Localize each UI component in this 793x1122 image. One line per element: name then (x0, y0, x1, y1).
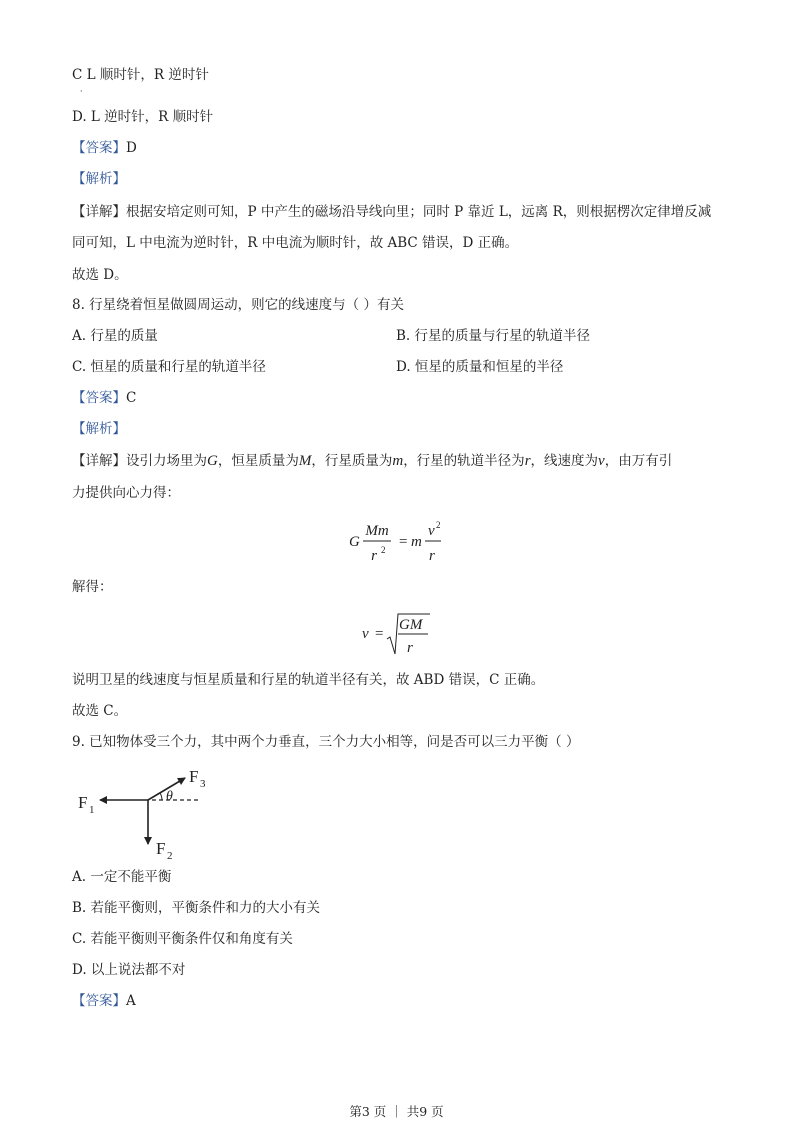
q8-detail-text: ，恒星质量为 (217, 453, 299, 469)
q8-solve-label: 解得： (72, 579, 113, 595)
q8-detail-text: ，行星的轨道半径为 (403, 453, 525, 469)
q8-detail-text: 设引力场里为 (126, 453, 207, 469)
detail-tag: 【详解】 (72, 204, 126, 220)
q8-conclusion: 故选 C。 (72, 703, 128, 719)
label-f3: F (189, 767, 199, 786)
label-f2-subscript: 2 (167, 850, 173, 862)
eq1-m: m (411, 534, 422, 550)
eq1-numerator-mm: Mm (365, 523, 389, 539)
q8-detail-text: ，行星质量为 (311, 453, 393, 469)
q9-stem: 9. 已知物体受三个力，其中两个力垂直，三个力大小相等，问是否可以三力平衡（ ） (72, 734, 580, 750)
eq1-denominator-r-right: r (429, 548, 435, 564)
eq1-numerator-exp: 2 (436, 520, 441, 530)
answer-line (72, 139, 137, 157)
eq2-denominator: r (407, 640, 413, 656)
angle-arc (160, 793, 162, 800)
label-f2: F (156, 839, 166, 858)
symbol-v: v (598, 453, 605, 469)
eq1-denominator-r: r (371, 548, 377, 564)
q8-option-b: B. 行星的质量与行星的轨道半径 (396, 328, 591, 344)
eq1-denominator-exp: 2 (381, 545, 386, 555)
option-d: D. L 逆时针，R 顺时针 (72, 109, 214, 125)
force-diagram (72, 762, 232, 862)
q8-explanation: 说明卫星的线速度与恒星质量和行星的轨道半径有关，故 ABD 错误，C 正确。 (72, 672, 545, 688)
q8-analysis-tag: 【解析】 (72, 421, 126, 437)
answer-tag: 【答案】 (72, 140, 126, 156)
label-theta: θ (166, 789, 173, 804)
q8-answer-line (72, 389, 136, 407)
q9-option-b: B. 若能平衡则，平衡条件和力的大小有关 (72, 900, 321, 916)
label-f3-subscript: 3 (200, 778, 206, 790)
equation-velocity (358, 608, 438, 658)
q8-option-a: A. 行星的质量 (72, 328, 158, 344)
stray-dot: · (80, 87, 83, 96)
q8-answer-value: C (126, 390, 137, 406)
symbol-small-m: m (392, 453, 404, 469)
eq2-equals: = (375, 626, 384, 642)
q9-answer-value: A (126, 993, 136, 1009)
option-c: C L 顺时针，R 逆时针 (72, 67, 209, 83)
q9-option-c: C. 若能平衡则平衡条件仅和角度有关 (72, 931, 293, 947)
conclusion: 故选 D。 (72, 267, 128, 283)
q8-answer-tag: 【答案】 (72, 390, 126, 406)
q9-option-a: A. 一定不能平衡 (72, 869, 172, 885)
symbol-g: G (207, 453, 218, 469)
detail-text-1: 根据安培定则可知，P 中产生的磁场沿导线向里；同时 P 靠近 L，远离 R，则根据楞次定律增反减 (126, 204, 712, 220)
eq1-equals: = (399, 534, 408, 550)
q8-detail-tag: 【详解】 (72, 453, 126, 469)
q8-detail-text: ，线速度为 (530, 453, 599, 469)
q8-option-c: C. 恒星的质量和行星的轨道半径 (72, 359, 266, 375)
eq2-numerator: GM (399, 617, 423, 633)
detail-line-1 (72, 203, 711, 221)
page-footer: 第3 页 ｜ 共9 页 (349, 1104, 444, 1119)
q9-answer-tag: 【答案】 (72, 993, 126, 1009)
label-f1-subscript: 1 (89, 804, 95, 816)
q8-option-row-1 (72, 327, 158, 345)
detail-line-2: 同可知，L 中电流为逆时针，R 中电流为顺时针，故 ABC 错误，D 正确。 (72, 235, 519, 251)
q8-option-d: D. 恒星的质量和恒星的半径 (396, 359, 564, 375)
equation-gravity-centripetal (345, 518, 455, 564)
q8-detail-line-2: 力提供向心力得： (72, 485, 180, 501)
analysis-tag: 【解析】 (72, 171, 126, 187)
q8-detail-line-1 (72, 452, 672, 470)
eq2-v: v (362, 626, 369, 642)
eq1-g: G (349, 534, 360, 550)
q9-answer-line (72, 992, 136, 1010)
q8-detail-text: ，由万有引 (604, 453, 673, 469)
symbol-big-m: M (298, 453, 312, 469)
answer-value: D (126, 140, 137, 156)
q8-stem: 8. 行星绕着恒星做圆周运动，则它的线速度与（ ）有关 (72, 297, 404, 313)
eq1-numerator-v: v (428, 523, 435, 539)
q9-option-d: D. 以上说法都不对 (72, 962, 186, 978)
label-f1: F (78, 793, 88, 812)
symbol-r: r (524, 453, 531, 469)
